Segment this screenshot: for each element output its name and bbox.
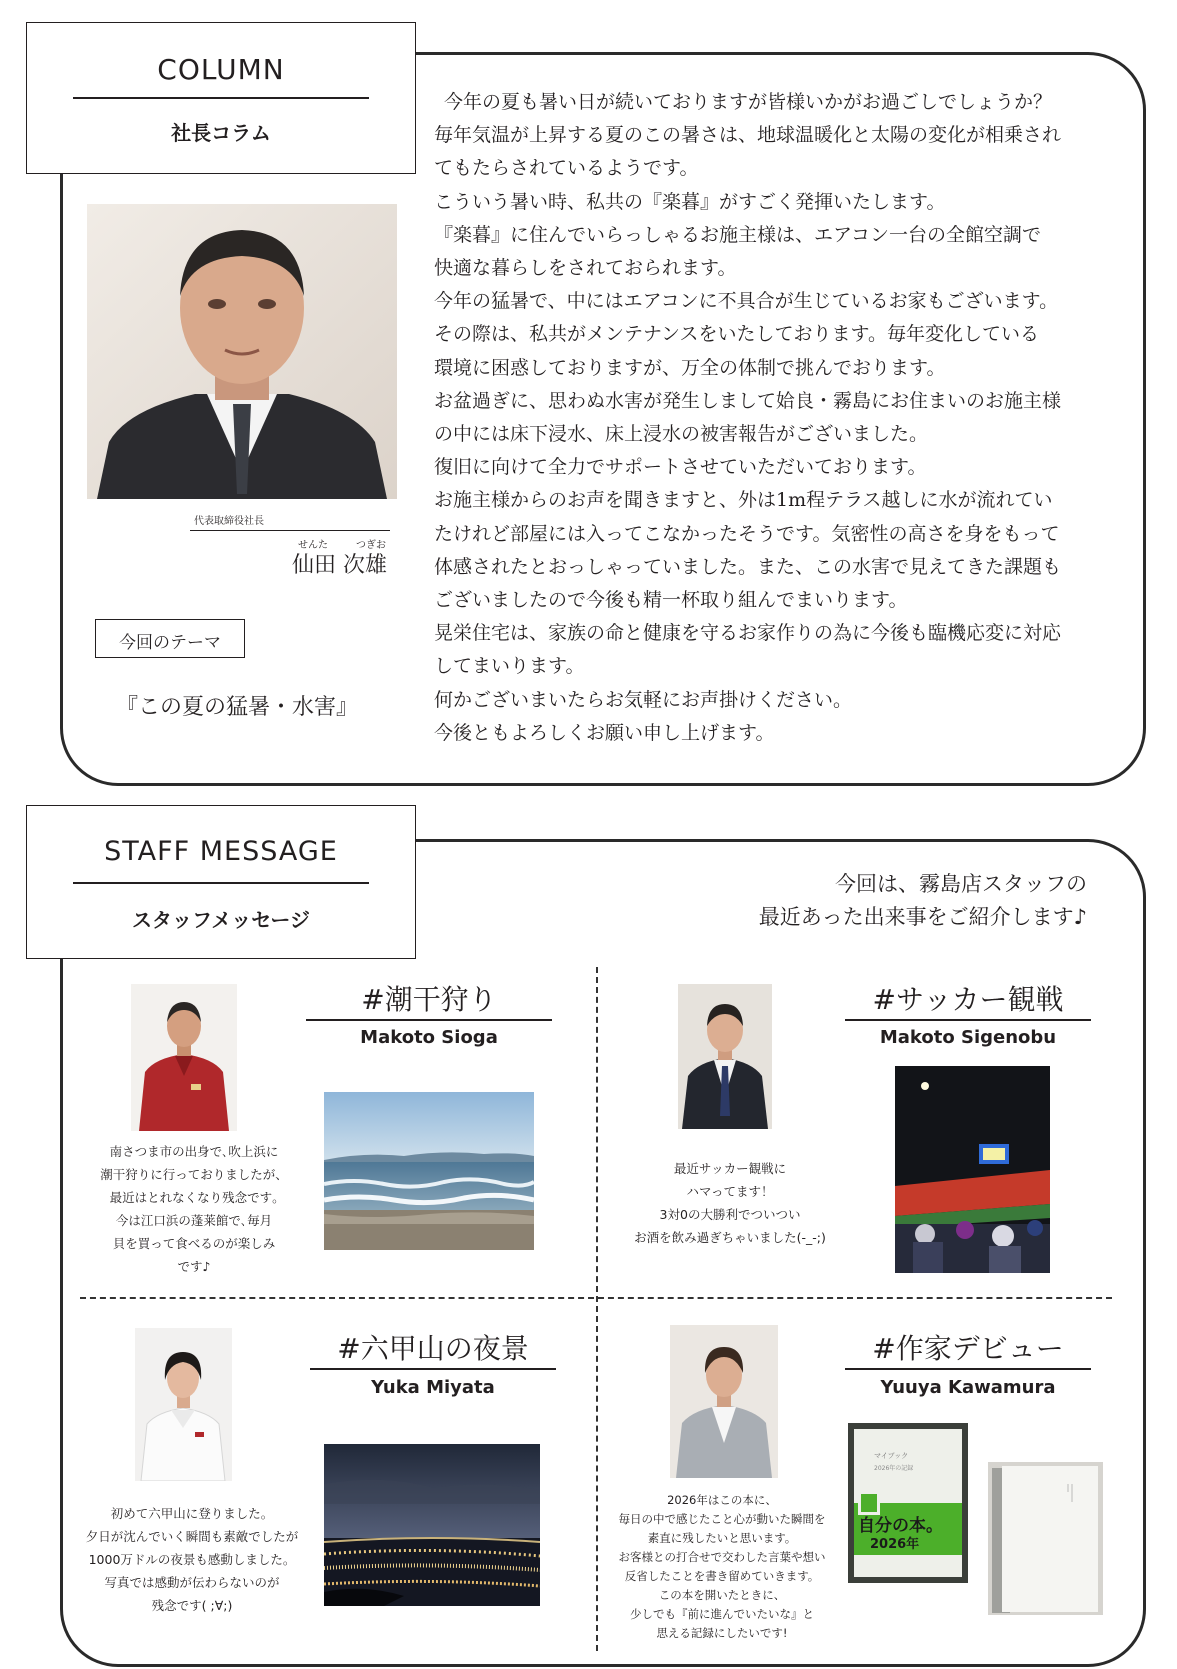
staff-text-line: 写真では感動が伝わらないのが xyxy=(104,1575,280,1590)
staff-divider-horizontal xyxy=(80,1297,1112,1299)
book-cover-sub: 2026年の記録 xyxy=(874,1465,914,1472)
column-body-line: たけれど部屋には入ってこなかったそうです。気密性の高さを身をもって xyxy=(434,522,1060,545)
staff-label-jp: スタッフメッセージ xyxy=(132,908,310,932)
staff-text-line: 素直に残したいと思います。 xyxy=(647,1531,797,1545)
staff-image-open-book xyxy=(988,1462,1103,1615)
book-cover-year: 2026年 xyxy=(870,1537,920,1552)
column-label-rule xyxy=(73,97,369,99)
president-name-ruby-family: つぎお xyxy=(356,540,386,551)
staff-text-line: 貝を買って食べるのが楽しみ xyxy=(112,1236,276,1251)
column-label-jp: 社長コラム xyxy=(171,121,271,145)
staff-text-line: 最近はとれなくなり残念です｡ xyxy=(109,1190,279,1205)
staff-text-line: 思える記録にしたいです! xyxy=(656,1626,788,1640)
book-cover-title: 自分の本。 xyxy=(858,1516,943,1536)
column-body-line: 環境に困惑しておりますが、万全の体制で挑んでおります。 xyxy=(434,356,946,379)
column-body-line: してまいります。 xyxy=(434,655,585,678)
staff-text-miyata xyxy=(70,1502,314,1617)
column-body xyxy=(434,86,1134,750)
staff-text-line: 初めて六甲山に登りました。 xyxy=(110,1506,274,1521)
column-body-line: 今後ともよろしくお願い申し上げます。 xyxy=(434,721,775,744)
staff-topic-rule-miyata xyxy=(310,1368,556,1370)
column-body-line: その際は、私共がメンテナンスをいたしております。毎年変化している xyxy=(434,323,1039,346)
staff-topic-sioga: #潮干狩り xyxy=(361,983,497,1016)
staff-text-line: この本を開いたときに、 xyxy=(658,1588,786,1602)
theme-label-box xyxy=(95,619,245,658)
column-body-line: 快適な暮らしをされておられます。 xyxy=(434,257,737,280)
column-body-line: ございましたので今後も精一杯取り組んでまいります。 xyxy=(434,589,908,612)
column-body-line: 何かございまいたらお気軽にお声掛けください。 xyxy=(434,688,853,711)
staff-image-beach xyxy=(324,1092,534,1250)
staff-text-line: 毎日の中で感じたこと心が動いた瞬間を xyxy=(618,1512,826,1526)
column-body-line: お盆過ぎに、思わぬ水害が発生しまして姶良・霧島にお住まいのお施主様 xyxy=(434,389,1062,412)
staff-photo-sigenobu xyxy=(678,984,772,1129)
staff-topic-rule-sigenobu xyxy=(845,1019,1091,1021)
staff-label-box xyxy=(26,805,416,959)
staff-intro-line-2: 最近あった出来事をご紹介します♪ xyxy=(758,905,1087,929)
staff-text-line: 1000万ドルの夜景も感動しました。 xyxy=(88,1552,296,1567)
staff-text-line: 最近サッカー観戦に xyxy=(673,1161,787,1176)
staff-text-line: お酒を飲み過ぎちゃいました(-_-;) xyxy=(634,1230,826,1245)
staff-label-en: STAFF MESSAGE xyxy=(104,836,338,867)
staff-image-stadium xyxy=(895,1066,1050,1273)
staff-label-rule xyxy=(73,882,369,884)
president-name: 仙田 次雄 xyxy=(292,553,387,578)
theme-title: 『この夏の猛暑・水害』 xyxy=(116,695,359,720)
column-body-line: 晃栄住宅は、家族の命と健康を守るお家作りの為に今後も臨機応変に対応 xyxy=(434,622,1062,645)
staff-text-line: 残念です( ;∀;) xyxy=(151,1598,233,1613)
book-cover-face xyxy=(854,1429,962,1577)
staff-name-kawamura: Yuuya Kawamura xyxy=(880,1377,1056,1398)
column-body-line: 今年の猛暑で、中にはエアコンに不具合が生じているお家もございます。 xyxy=(434,290,1059,313)
staff-name-miyata: Yuka Miyata xyxy=(371,1377,495,1398)
staff-text-line: 少しでも『前に進んでいたいな』と xyxy=(630,1607,814,1621)
staff-name-sioga: Makoto Sioga xyxy=(360,1027,498,1048)
staff-image-night-view xyxy=(324,1444,540,1606)
staff-text-line: です♪ xyxy=(177,1259,211,1274)
column-body-line: こういう暑い時、私共の『楽暮』がすごく発揮いたします。 xyxy=(434,190,946,213)
staff-text-line: お客様との打合せで交わした言葉や想い xyxy=(618,1550,826,1564)
column-body-line: てもたらされているようです。 xyxy=(434,157,699,180)
staff-text-line: 反省したことを書き留めていきます。 xyxy=(624,1569,820,1583)
staff-intro-line-1: 今回は、霧島店スタッフの xyxy=(835,872,1087,896)
column-label-box xyxy=(26,22,416,174)
staff-image-book-cover xyxy=(848,1423,968,1583)
staff-text-sigenobu xyxy=(618,1157,842,1249)
staff-text-line: 2026年はこの本に、 xyxy=(667,1493,777,1507)
staff-topic-rule-sioga xyxy=(306,1019,552,1021)
president-title: 代表取締役社長 xyxy=(194,516,264,527)
column-body-line: の中には床下浸水、床上浸水の被害報告がございました。 xyxy=(434,423,929,446)
staff-text-line: 今は江口浜の蓬莱館で､毎月 xyxy=(115,1213,273,1228)
staff-divider-vertical xyxy=(596,967,598,1651)
column-body-line: 今年の夏も暑い日が続いておりますが皆様いかがお過ごしでしょうか？ xyxy=(444,91,1053,113)
staff-text-line: 夕日が沈んでいく瞬間も素敵でしたが xyxy=(85,1529,299,1544)
staff-text-kawamura xyxy=(600,1491,844,1643)
staff-text-line: ハマってます！ xyxy=(686,1184,774,1199)
column-label-en: COLUMN xyxy=(157,53,285,86)
staff-topic-kawamura: #作家デビュー xyxy=(872,1332,1064,1365)
column-body-line: 毎年気温が上昇する夏のこの暑さは、地球温暖化と太陽の変化が相乗され xyxy=(434,124,1062,147)
column-body-line: 復旧に向けて全力でサポートさせていただいております。 xyxy=(434,456,927,479)
staff-name-sigenobu: Makoto Sigenobu xyxy=(879,1027,1057,1048)
theme-label: 今回のテーマ xyxy=(119,633,221,653)
staff-topic-rule-kawamura xyxy=(845,1368,1091,1370)
staff-text-line: 3対0の大勝利でついつい xyxy=(659,1207,801,1222)
staff-text-sioga xyxy=(92,1140,296,1278)
column-body-line: 体感されたとおっしゃっていました。また、この水害で見えてきた課題も xyxy=(434,555,1062,578)
president-photo xyxy=(87,204,397,499)
column-body-line: 『楽暮』に住んでいらっしゃるお施主様は、エアコン一台の全館空調で xyxy=(434,223,1042,246)
staff-photo-kawamura xyxy=(670,1325,778,1478)
staff-text-line: 南さつま市の出身で､吹上浜に xyxy=(109,1144,279,1159)
staff-text-line: 潮干狩りに行っておりましたが、 xyxy=(100,1167,288,1182)
president-title-rule xyxy=(190,530,390,531)
staff-photo-sioga xyxy=(131,984,237,1131)
staff-photo-miyata xyxy=(135,1328,232,1481)
column-body-line: お施主様からのお声を聞きますと、外は1m程テラス越しに水が流れてい xyxy=(434,489,1053,512)
book-cover-band xyxy=(854,1503,962,1555)
staff-topic-miyata: #六甲山の夜景 xyxy=(337,1332,529,1365)
staff-topic-sigenobu: #サッカー観戦 xyxy=(872,983,1064,1016)
book-cover-small: マイブック xyxy=(874,1452,909,1460)
president-name-ruby-given: せんた xyxy=(298,540,328,551)
